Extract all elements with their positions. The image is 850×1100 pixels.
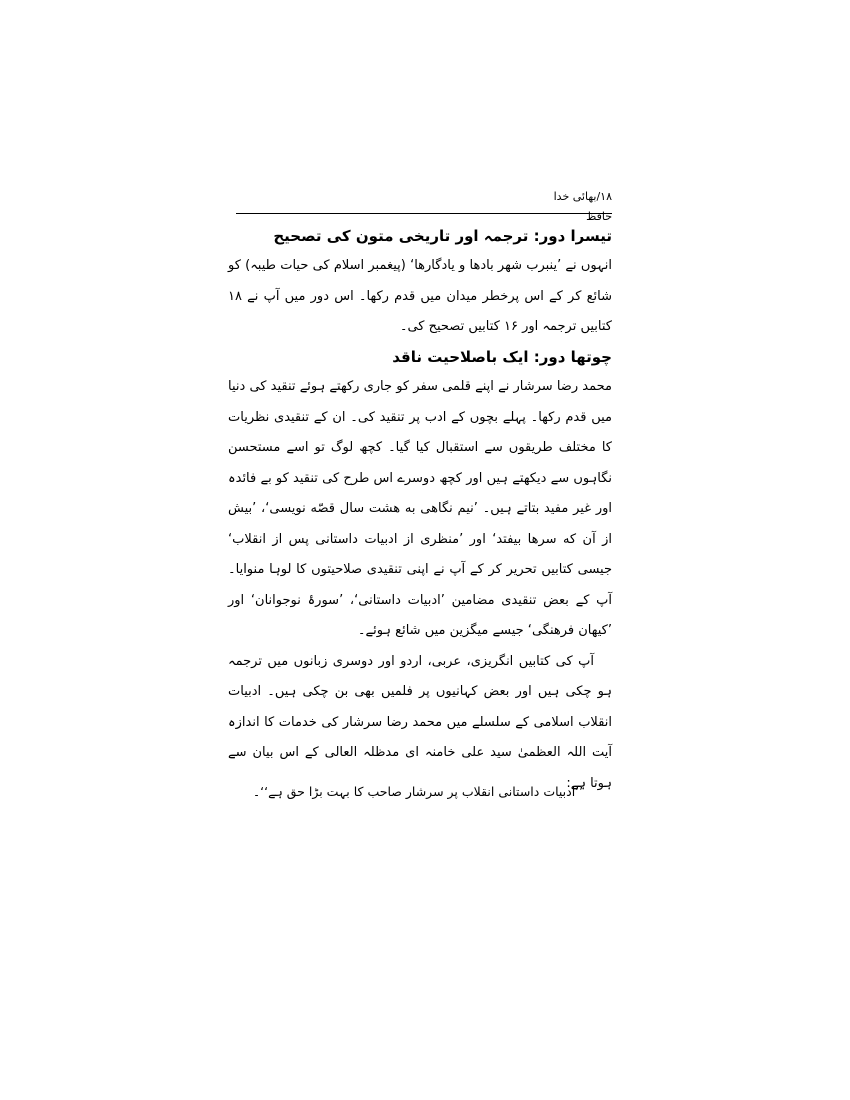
section-paragraph: انہوں نے ’ینبرب شھر بادھا و یادگارھا‘ (پیغمبر اسلام کی حیات طیبہ) کو شائع کر کے اس پرخطر میدان میں قدم رکھا۔ اس دور میں آپ نے ۱۸ کتابیں ترجمہ اور ۱۶ کتابیں تصحیح کی۔ [228,258,612,334]
header-rule [236,213,612,214]
section-fourth-period [228,342,612,799]
section-third-period [228,221,612,343]
running-head: ۱۸/بھائی خدا حافظ [553,190,612,223]
section-heading: چوتھا دور: ایک باصلاحیت ناقد [392,348,612,366]
section-paragraph: آپ کی کتابیں انگریزی، عربی، اردو اور دوسری زبانوں میں ترجمہ ہو چکی ہیں اور بعض کہانیوں پر فلمیں بھی بن چکی ہیں۔ ادبیات انقلاب اسلامی کے سلسلے میں محمد رضا سرشار کی خدمات کا اندازہ آیت اللہ العظمیٰ سید علی خامنہ ای مدظلہ العالی کے اس بیان سے ہوتا ہے: [228,653,612,791]
section-heading: تیسرا دور: ترجمہ اور تاریخی متون کی تصحیح [273,227,612,245]
section-paragraph: محمد رضا سرشار نے اپنے قلمی سفر کو جاری رکھتے ہوئے تنقید کی دنیا میں قدم رکھا۔ پہلے بچوں کے ادب پر تنقید کی۔ ان کے تنقیدی نظریات کا مختلف طریقوں سے استقبال کیا گیا۔ کچھ لوگ تو اسے مستحسن نگاہوں سے دیکھتے ہیں اور کچھ دوسرے اس طرح کی تنقید کو بے فائدہ اور غیر مفید بتاتے ہیں۔ ’نیم نگاھی به هشت سال قصّه نویسی‘، ’بیش از آن که سرها بیفتد‘ اور ’منظری از ادبیات داستانی پس از انقلاب‘ جیسی کتابیں تحریر کر کے آپ نے اپنی تنقیدی صلاحیتوں کا لوہا منوایا۔ آپ کے بعض تنقیدی مضامین ’ادبیات داستانی‘، ’سورۂ نوجوانان‘ اور ’کیهان فرهنگی‘ جیسے میگزین میں شائع ہوئے۔ [228,379,612,638]
block-quote: ’’ادبیات داستانی انقلاب پر سرشار صاحب کا بہت بڑا حق ہے‘‘۔ [252,784,584,799]
